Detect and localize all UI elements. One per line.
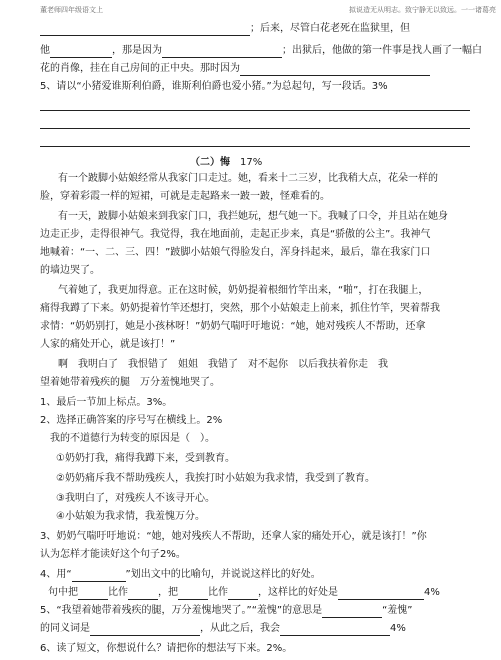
option-2: ②奶奶痛斥我不帮助残疾人，我挨打时小姑娘为我求情，我受到了教育。 bbox=[56, 473, 375, 484]
question-2-prompt: 我的不道德行为转变的原因是（ ）。 bbox=[50, 433, 215, 444]
part1-line3: 花的肖像，挂在自己房间的正中央。那时因为 bbox=[40, 62, 430, 76]
story-line: 人家的痛处开心，就是该打！” bbox=[40, 339, 176, 350]
header-right-motto: 拟说造无从明志。致宁静无以致远。一一诸葛亮 bbox=[349, 6, 496, 14]
story-line: 有一个跛脚小姑娘经常从我家门口走过。她，看来十二三岁，比我稍大点，花朵一样的 bbox=[58, 173, 438, 184]
section-title: （二）悔 17% bbox=[190, 157, 263, 168]
answer-blank[interactable] bbox=[338, 588, 424, 600]
answer-blank[interactable] bbox=[50, 46, 112, 58]
page-header bbox=[0, 0, 501, 16]
answer-blank[interactable] bbox=[240, 64, 430, 76]
option-4: ④小姑娘为我求情，我羞愧万分。 bbox=[56, 511, 205, 522]
story-line: 求情：“奶奶别打，她是小孩林呀！”奶奶气喘吁吁地说：“她，她对残疾人不帮助，还拿 bbox=[40, 321, 426, 332]
answer-blank[interactable] bbox=[228, 588, 258, 600]
answer-blank[interactable] bbox=[72, 570, 126, 582]
question-4: 4、用“ ”划出文中的比喻句，并说说这样比的好处。 bbox=[40, 569, 321, 580]
answer-blank[interactable] bbox=[78, 588, 108, 600]
story-line: 啊 我明白了 我恨错了 姐姐 我错了 对不起你 以后我扶着你走 我 bbox=[58, 359, 388, 370]
question-3-cont: 认为怎样才能读好这个句子2%。 bbox=[40, 549, 186, 560]
writing-line[interactable] bbox=[40, 110, 470, 111]
question-1: 1、最后一节加上标点。3%。 bbox=[40, 397, 173, 408]
story-line: 地喊着：“一、二、三、四！”跛脚小姑娘气得脸发白，浑身抖起来，最后，靠在我家门口 bbox=[40, 247, 431, 258]
story-line: 望着她带着残疾的腿 万分羞愧地哭了。 bbox=[40, 377, 220, 388]
story-line: 边走正步，走得很神气。我觉得，我在地面前，走起正步来，真是“骄傲的公主”。我神气 bbox=[40, 229, 431, 240]
question-2: 2、选择正确答案的序号写在横线上。2% bbox=[40, 415, 223, 426]
question-5: 5、“我望着她带着残疾的腿，万分羞愧地哭了。”“羞愧”的意思是 “羞愧” bbox=[40, 605, 413, 616]
answer-blank[interactable] bbox=[128, 588, 158, 600]
answer-blank[interactable] bbox=[178, 588, 208, 600]
writing-line[interactable] bbox=[40, 128, 470, 129]
question-5-cont: 的同义词是 ，从此之后，我会 4% bbox=[40, 623, 406, 634]
answer-blank[interactable] bbox=[40, 24, 250, 36]
header-left-text: 董老师四年级语文上 bbox=[40, 6, 103, 14]
story-line: 有一天，跛脚小姑娘来到我家门口，我拦她玩，想气她一下。我喊了口令，并且站在她身 bbox=[58, 211, 448, 222]
question-3: 3、奶奶气喘吁吁地说：“她，她对残疾人不帮助，还拿人家的痛处开心，就是该打！”你 bbox=[40, 531, 427, 542]
option-1: ①奶奶打我，痛得我蹲下来，受到教育。 bbox=[56, 453, 235, 464]
answer-blank[interactable] bbox=[280, 624, 390, 636]
part1-line1: ；后来，尽管白花老死在监狱里，但 bbox=[40, 22, 410, 36]
story-line: 脸，穿着彩霞一样的短裙，可就是走起路来一跛一跛，怪难看的。 bbox=[40, 191, 330, 202]
part1-line2: 他 ，那是因为 ；出狱后，他做的第一件事是找人画了一幅白 bbox=[40, 45, 482, 56]
answer-blank[interactable] bbox=[322, 606, 382, 618]
option-3: ③我明白了，对残疾人不该寻开心。 bbox=[56, 493, 215, 504]
writing-line[interactable] bbox=[40, 146, 470, 147]
answer-blank[interactable] bbox=[90, 624, 200, 636]
story-line: 的墙边哭了。 bbox=[40, 265, 100, 276]
part1-question5: 5、请以“小猪爱谁斯利伯爵，谁斯利伯爵也爱小猪。”为总起句，写一段话。3% bbox=[40, 81, 388, 92]
story-line: 痛得我蹲了下来。奶奶提着竹竿还想打，突然，那个小姑娘走上前来，抓住竹竿，哭着帮我 bbox=[40, 303, 440, 314]
question-6: 6、读了短文，你想说什么？请把你的想法写下来。2%。 bbox=[40, 643, 293, 654]
story-line: 气着她了，我更加得意。正在这时候，奶奶提着根细竹竿出来，“啪”，打在我腿上， bbox=[58, 285, 429, 296]
question-4-fill: 句中把 比作 ，把 比作 ，这样比的好处是 4% bbox=[48, 587, 440, 598]
answer-blank[interactable] bbox=[162, 46, 282, 58]
